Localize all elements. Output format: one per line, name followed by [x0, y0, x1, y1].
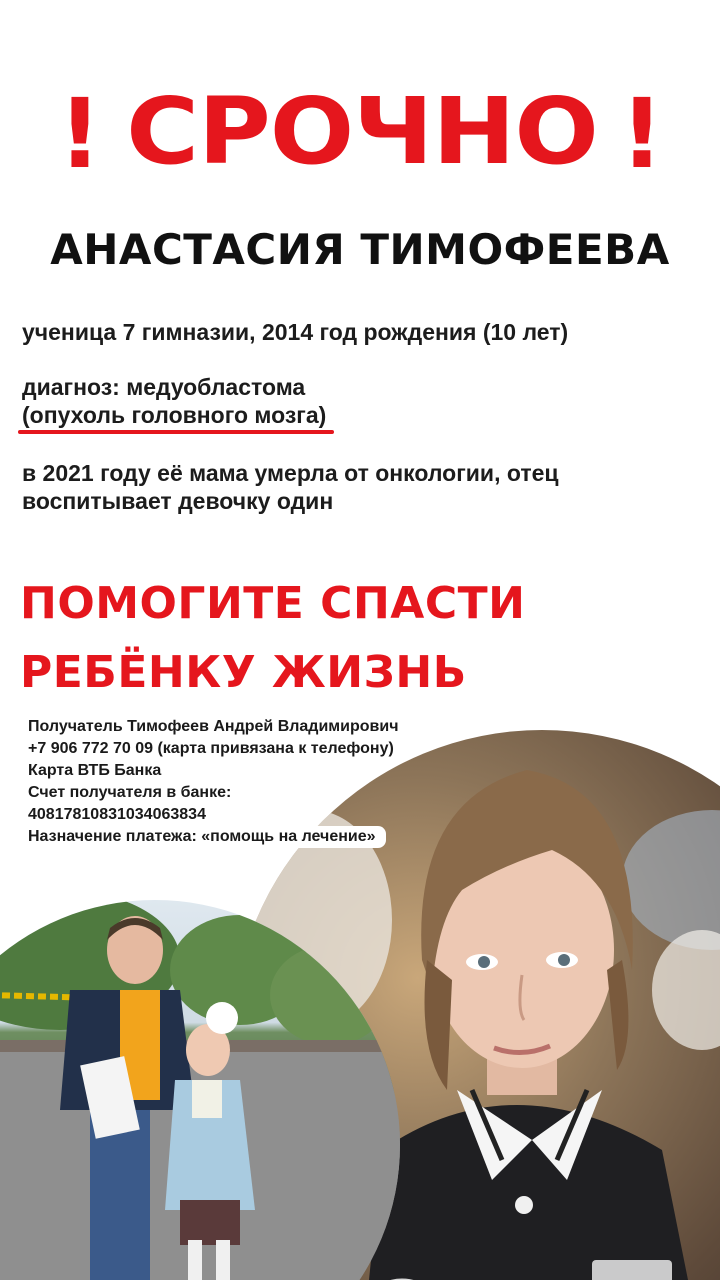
info-family-line1: в 2021 году её мама умерла от онкологии, отец	[22, 460, 559, 486]
payment-purpose: Назначение платежа: «помощь на лечение»	[18, 826, 386, 848]
help-call-line1: ПОМОГИТЕ СПАСТИ	[20, 578, 526, 629]
payment-account-number: 40817810831034063834	[18, 804, 216, 826]
info-diagnosis: диагноз: медуобластома	[22, 374, 306, 400]
child-name: АНАСТАСИЯ ТИМОФЕЕВА	[50, 225, 670, 274]
info-diagnosis-detail: (опухоль головного мозга)	[22, 402, 327, 428]
payment-recipient: Получатель Тимофеев Андрей Владимирович	[18, 716, 408, 738]
urgent-headline	[0, 78, 720, 188]
info-school-age: ученица 7 гимназии, 2014 год рождения (10 лет)	[22, 319, 569, 345]
help-call-line2: РЕБЁНКУ ЖИЗНЬ	[20, 647, 467, 698]
urgent-title: СРОЧНО	[126, 78, 598, 185]
exclamation-mark-right: !	[620, 78, 664, 190]
info-family-line2: воспитывает девочку один	[22, 488, 334, 514]
exclamation-mark-left: !	[58, 78, 102, 190]
payment-bank: Карта ВТБ Банка	[18, 760, 171, 782]
payment-details	[18, 716, 448, 848]
diagnosis-underline	[18, 430, 334, 434]
payment-account-label: Счет получателя в банке:	[18, 782, 241, 804]
payment-phone: +7 906 772 70 09 (карта привязана к телефону)	[18, 738, 404, 760]
